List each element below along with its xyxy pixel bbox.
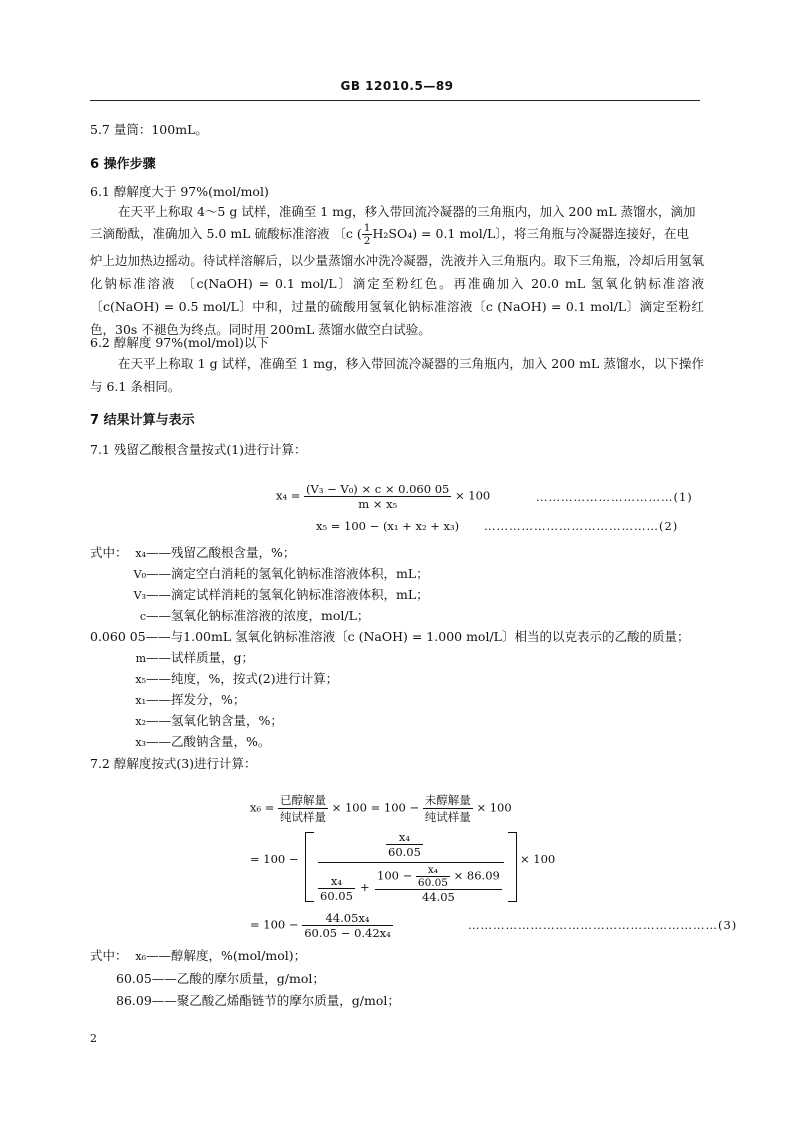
definition-text: ——氢氧化钠标准溶液的浓度，mol/L； bbox=[146, 608, 370, 623]
section-6-1-title: 6.1 醇解度大于 97%(mol/mol) bbox=[90, 184, 269, 199]
definition-row bbox=[88, 543, 429, 564]
page-number: 2 bbox=[90, 1032, 97, 1045]
definition-row bbox=[88, 585, 429, 606]
definition-text: ——滴定试样消耗的氢氧化钠标准溶液体积，mL； bbox=[146, 587, 429, 602]
definition-row bbox=[88, 606, 429, 627]
definition-symbol: x₂ bbox=[135, 715, 146, 728]
eq1-lhs: x₄ = bbox=[276, 488, 301, 503]
eq3-l1-f1-num: 已醇解量 bbox=[280, 793, 327, 807]
eq3-l1-f2-num: 未醇解量 bbox=[424, 793, 471, 807]
definition-text: ——乙酸钠含量，%。 bbox=[146, 734, 271, 749]
eq3-l3-num: 44.05x₄ bbox=[325, 911, 370, 925]
eq3-l1-f2-den: 纯试样量 bbox=[424, 810, 471, 824]
definitions-7-1-b bbox=[88, 648, 338, 753]
section-6-1-para-b bbox=[90, 222, 704, 247]
eq1-tail: × 100 bbox=[455, 488, 491, 503]
eq3-l2-lhs: = 100 − bbox=[250, 852, 299, 866]
definition-symbol: x₆ bbox=[135, 950, 146, 963]
definition-text: ——滴定空白消耗的氢氧化钠标准溶液体积，mL； bbox=[146, 566, 429, 581]
eq3-l2-plus: + bbox=[360, 880, 370, 894]
eq1-denominator: m × x₅ bbox=[304, 496, 451, 511]
equation-2-number: ……………………………………(2) bbox=[484, 519, 679, 533]
definition-symbol: x₃ bbox=[135, 736, 146, 749]
definition-text: ——氢氧化钠含量，%； bbox=[146, 713, 283, 728]
where-label-7-2: 式中： bbox=[90, 948, 128, 963]
equation-3-line-1 bbox=[250, 792, 512, 825]
definition-row bbox=[88, 946, 306, 967]
eq3-l2-b2-den: 44.05 bbox=[375, 889, 502, 904]
para-b-part2: H₂SO₄) = 0.1 mol/L〕，将三角瓶与冷凝器连接好，在电 bbox=[372, 226, 689, 241]
eq3-l1-fraction-1 bbox=[278, 792, 328, 825]
eq3-l2-b2-inner-num: x₄ bbox=[427, 864, 438, 876]
section-6-title: 6 操作步骤 bbox=[90, 157, 156, 172]
definition-symbol: m bbox=[135, 652, 146, 665]
eq3-l1-f1-den: 纯试样量 bbox=[280, 810, 327, 824]
eq3-l2-b1-fraction bbox=[318, 874, 355, 903]
eq3-l3-lhs: = 100 − bbox=[250, 917, 299, 932]
definition-text: ——挥发分，%； bbox=[146, 692, 246, 707]
eq3-l2-b2-pre: 100 − bbox=[377, 868, 413, 883]
def-86-09: 86.09——聚乙酸乙烯酯链节的摩尔质量，g/mol； bbox=[116, 993, 400, 1008]
definition-text: ——残留乙酸根含量，%； bbox=[146, 545, 296, 560]
eq3-l2-b1-den: 60.05 bbox=[320, 889, 353, 903]
definitions-7-2 bbox=[88, 946, 306, 967]
definition-row bbox=[88, 732, 338, 753]
section-6-1-para-c: 炉上边加热边摇动。待试样溶解后，以少量蒸馏水冲洗冷凝器，洗液并入三角瓶内。取下三角瓶，冷却后用氢氧化钠标准溶液 〔c(NaOH) = 0.1 mol/L〕滴定至粉红色。再准确加入 20.0 mL 氢氧化钠标准溶液〔c(NaOH) = 0.5 mol/L〕中和，过量的硫酸用氢氧化钠标准溶液〔c (NaOH) = 0.1 mol/L〕滴定至粉红色，30s 不褪色为终点。同时用 200mL 蒸馏水做空白试验。 bbox=[90, 253, 704, 337]
eq3-l2-tail: × 100 bbox=[520, 852, 556, 866]
where-label-7-1: 式中： bbox=[90, 545, 128, 560]
eq1-numerator: (V₃ − V₀) × c × 0.060 05 bbox=[306, 482, 450, 496]
eq3-l2-b1-num: x₄ bbox=[330, 874, 343, 888]
definition-row bbox=[88, 711, 338, 732]
eq3-l1-mid: × 100 = 100 − bbox=[331, 800, 420, 815]
eq3-l2-top-num: x₄ bbox=[398, 830, 411, 844]
definition-symbol: x₅ bbox=[135, 673, 146, 686]
definition-symbol: x₁ bbox=[135, 694, 146, 707]
section-6-2-para: 在天平上称取 1 g 试样，准确至 1 mg，移入带回流冷凝器的三角瓶内，加入 200 mL 蒸馏水，以下操作与 6.1 条相同。 bbox=[90, 356, 704, 394]
definition-row bbox=[88, 669, 338, 690]
eq3-l2-b2-post: × 86.09 bbox=[453, 868, 500, 883]
fraction-denominator: 2 bbox=[363, 235, 371, 247]
definition-text: ——试样质量，g； bbox=[146, 650, 255, 665]
left-bracket bbox=[305, 832, 314, 902]
eq3-l1-fraction-2 bbox=[423, 792, 473, 825]
definition-symbol: V₀ bbox=[133, 568, 146, 581]
section-7-2-title: 7.2 醇解度按式(3)进行计算： bbox=[90, 756, 257, 771]
section-7-1-title: 7.1 残留乙酸根含量按式(1)进行计算： bbox=[90, 442, 307, 457]
equation-1-number: ……………………………(1) bbox=[536, 490, 693, 504]
half-fraction bbox=[362, 222, 373, 247]
eq1-fraction bbox=[304, 482, 451, 511]
definition-symbol: c bbox=[139, 610, 146, 623]
definitions-7-1 bbox=[88, 543, 429, 627]
eq3-l1-lhs: x₆ = bbox=[250, 800, 275, 815]
def-60-05: 60.05——乙酸的摩尔质量，g/mol； bbox=[116, 971, 325, 986]
eq3-l3-fraction bbox=[302, 911, 393, 940]
standard-number-header: GB 12010.5—89 bbox=[340, 79, 454, 93]
definition-symbol: V₃ bbox=[133, 589, 146, 602]
def-constant-0-06005: 0.060 05——与1.00mL 氢氧化钠标准溶液〔c (NaOH) = 1.000 mol/L〕相当的以克表示的乙酸的质量； bbox=[90, 629, 690, 644]
eq3-l2-b2-inner-fraction bbox=[416, 864, 450, 889]
eq3-l2-main-fraction-bar bbox=[318, 862, 504, 863]
definition-symbol: x₄ bbox=[135, 547, 146, 560]
eq3-l2-top-fraction bbox=[386, 830, 423, 859]
eq3-l2-b2 bbox=[375, 864, 502, 904]
section-7-title: 7 结果计算与表示 bbox=[90, 413, 195, 428]
item-5-7: 5.7 量筒：100mL。 bbox=[90, 122, 208, 137]
header-rule bbox=[90, 100, 700, 101]
definition-text: ——纯度，%，按式(2)进行计算； bbox=[146, 671, 339, 686]
eq3-l2-b2-inner-den: 60.05 bbox=[417, 877, 448, 889]
definition-row bbox=[88, 564, 429, 585]
definition-row bbox=[88, 690, 338, 711]
eq3-l2-top-den: 60.05 bbox=[388, 845, 421, 859]
equation-1 bbox=[276, 482, 490, 511]
eq3-l1-tail: × 100 bbox=[476, 800, 512, 815]
equation-3-number: ……………………………………………………(3) bbox=[468, 918, 738, 932]
para-b-part1: 三滴酚酞，准确加入 5.0 mL 硫酸标准溶液 〔c ( bbox=[90, 226, 362, 241]
definition-text: ——醇解度，%(mol/mol)； bbox=[146, 948, 307, 963]
section-6-2-title: 6.2 醇解度 97%(mol/mol)以下 bbox=[90, 335, 269, 350]
eq3-l3-den: 60.05 − 0.42x₄ bbox=[304, 926, 391, 940]
equation-2: x₅ = 100 − (x₁ + x₂ + x₃) bbox=[316, 519, 460, 533]
definition-row bbox=[88, 648, 338, 669]
right-bracket bbox=[508, 832, 517, 902]
eq3-l2-b2-num bbox=[375, 864, 502, 889]
section-6-1-para-a: 在天平上称取 4～5 g 试样，准确至 1 mg，移入带回流冷凝器的三角瓶内，加入 200 mL 蒸馏水，滴加 bbox=[118, 204, 696, 219]
fraction-numerator: 1 bbox=[363, 222, 371, 234]
equation-3-line-3 bbox=[250, 911, 393, 940]
